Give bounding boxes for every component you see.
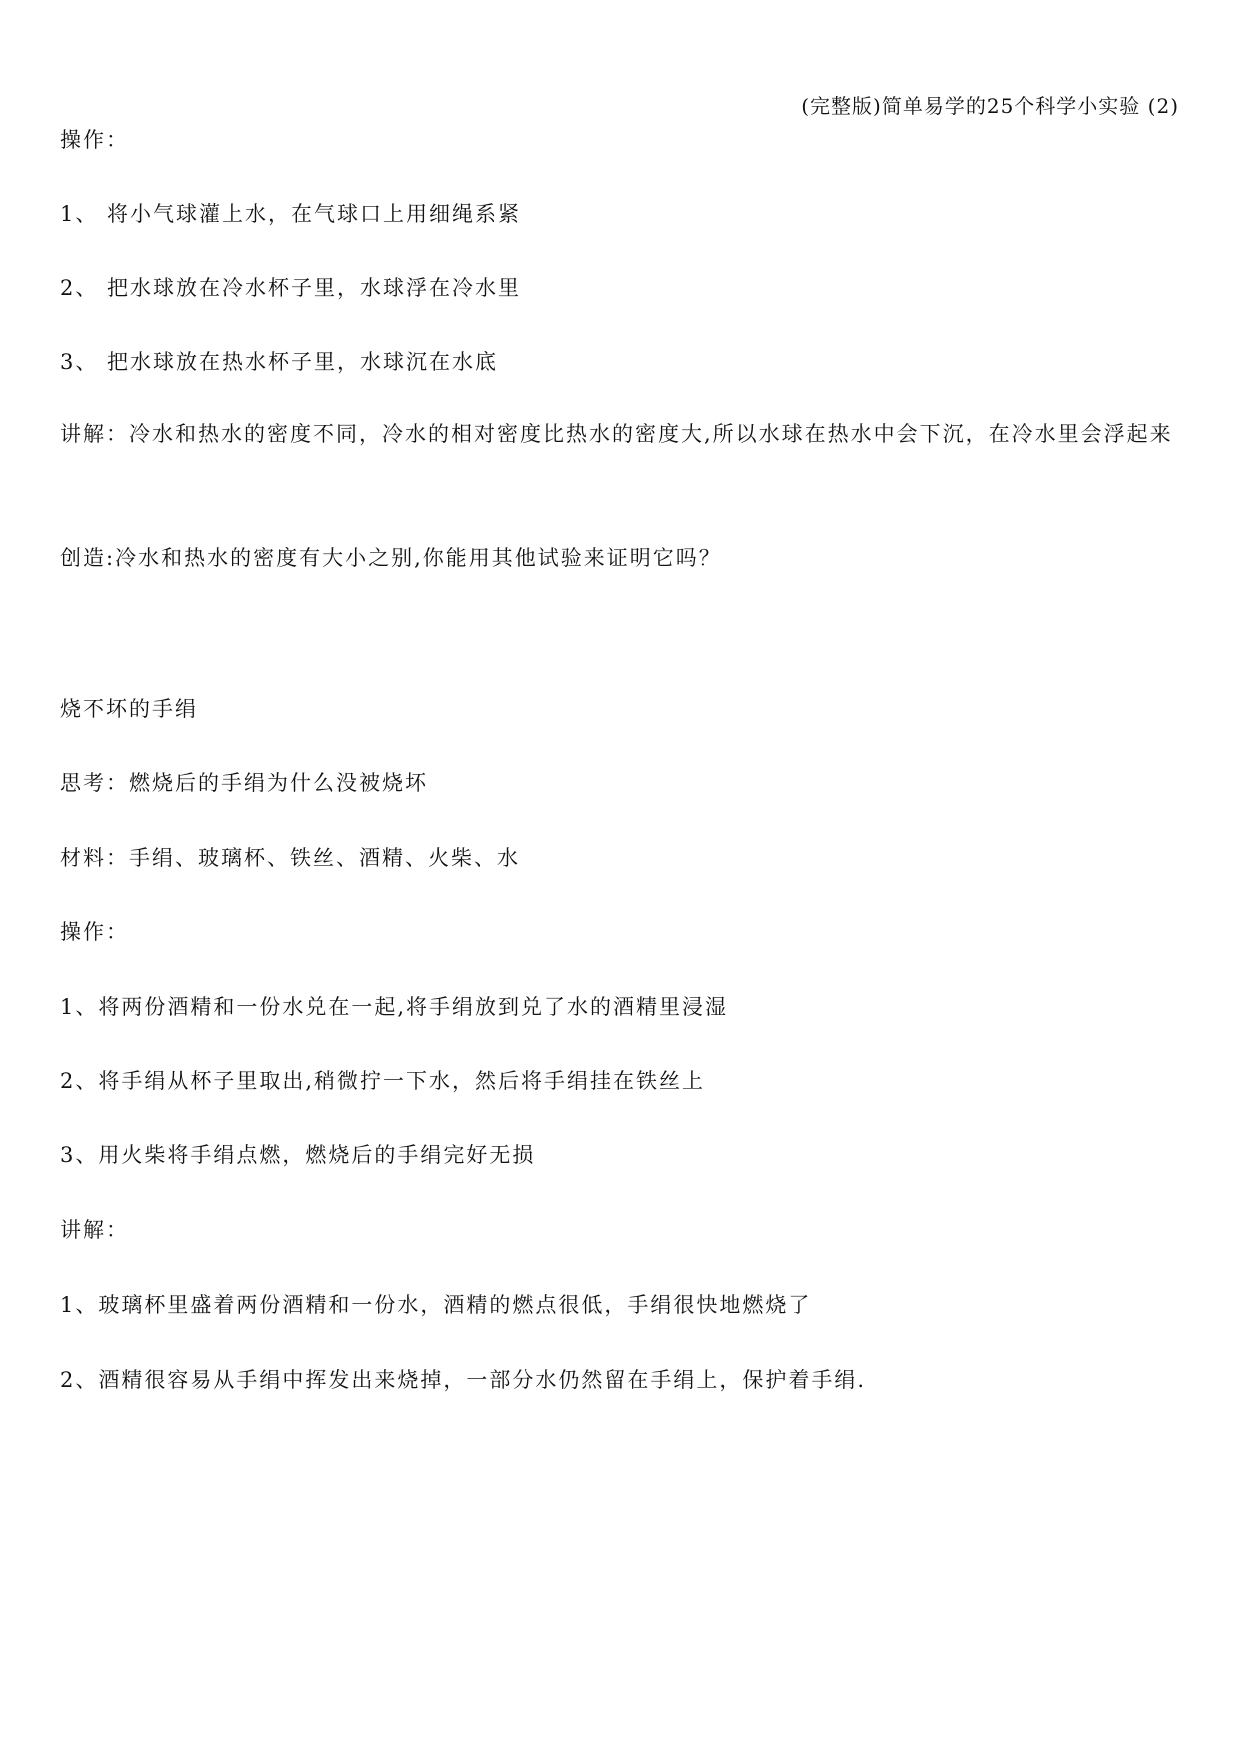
experiment1-step-1: 1、 将小气球灌上水，在气球口上用细绳系紧 <box>60 202 522 226</box>
experiment1-creation: 创造:冷水和热水的密度有大小之别,你能用其他试验来证明它吗？ <box>60 546 722 570</box>
experiment2-explanation-heading: 讲解： <box>60 1218 129 1242</box>
page-header: (完整版)简单易学的25个科学小实验 (2) <box>801 94 1179 118</box>
experiment2-step-2: 2、将手绢从杯子里取出,稍微拧一下水，然后将手绢挂在铁丝上 <box>60 1069 706 1093</box>
experiment2-explanation-1: 1、玻璃杯里盛着两份酒精和一份水，酒精的燃点很低，手绢很快地燃烧了 <box>60 1293 812 1317</box>
experiment2-materials: 材料：手绢、玻璃杯、铁丝、酒精、火柴、水 <box>60 846 520 870</box>
experiment1-step-3: 3、 把水球放在热水杯子里，水球沉在水底 <box>60 350 499 374</box>
experiment2-step-3: 3、用火柴将手绢点燃，燃烧后的手绢完好无损 <box>60 1143 536 1167</box>
experiment2-step-1: 1、将两份酒精和一份水兑在一起,将手绢放到兑了水的酒精里浸湿 <box>60 995 729 1019</box>
experiment2-operation-heading: 操作： <box>60 920 129 944</box>
experiment2-thinking: 思考：燃烧后的手绢为什么没被烧坏 <box>60 771 428 795</box>
experiment2-explanation-2: 2、酒精很容易从手绢中挥发出来烧掉，一部分水仍然留在手绢上，保护着手绢. <box>60 1368 867 1392</box>
experiment2-title: 烧不坏的手绢 <box>60 697 198 721</box>
experiment1-explanation: 讲解：冷水和热水的密度不同，冷水的相对密度比热水的密度大,所以水球在热水中会下沉，在冷水里会浮起来 <box>60 422 1173 446</box>
experiment1-step-2: 2、 把水球放在冷水杯子里，水球浮在冷水里 <box>60 276 522 300</box>
experiment1-operation-heading: 操作： <box>60 128 129 152</box>
